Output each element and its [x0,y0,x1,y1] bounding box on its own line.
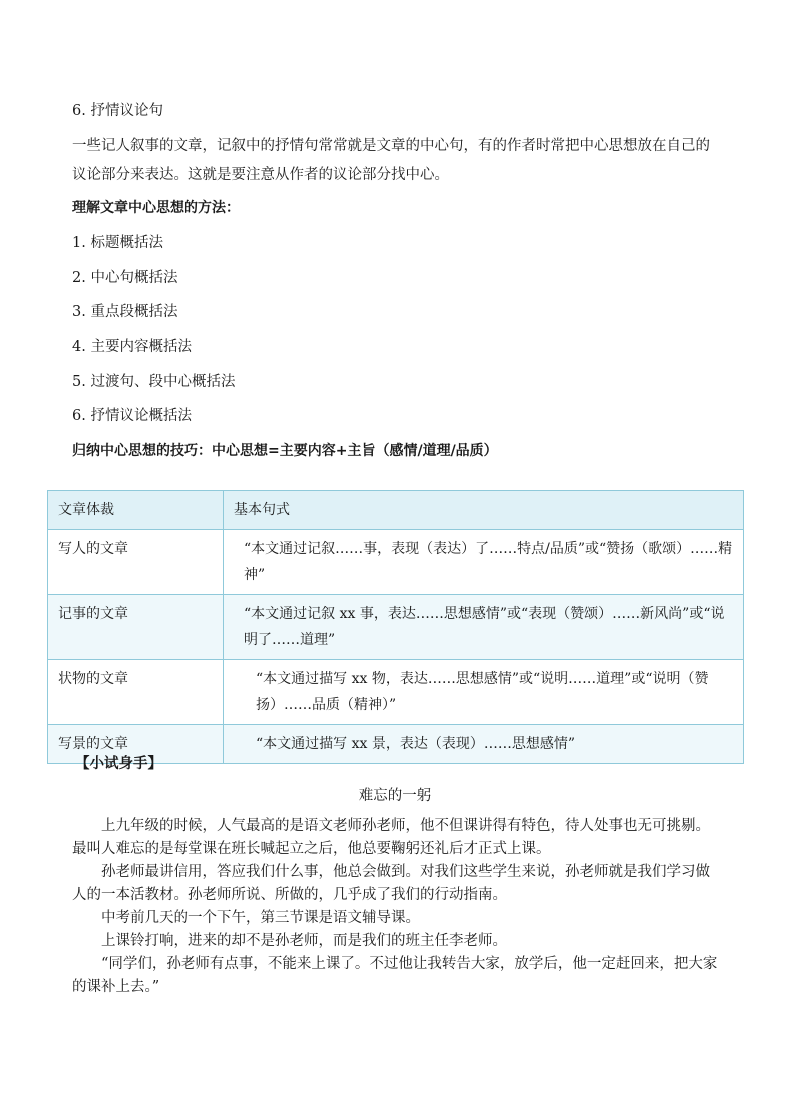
story-paragraph: 上九年级的时候，人气最高的是语文老师孙老师，他不但课讲得有特色，待人处事也无可挑剔。最叫人难忘的是每堂课在班长喊起立之后，他总要鞠躬还礼后才正式上课。 [72,818,710,857]
genre-cell: 写人的文章 [48,530,224,595]
genre-cell: 记事的文章 [48,595,224,660]
table-row [48,530,744,595]
header-genre: 文章体裁 [48,491,224,530]
table-header-row [48,491,744,530]
genre-cell: 状物的文章 [48,660,224,725]
story-paragraph: 中考前几天的一个下午，第三节课是语文辅导课。 [101,910,420,926]
summary-tip: 归纳中心思想的技巧：中心思想=主要内容+主旨（感情/道理/品质） [72,443,498,459]
story-paragraph: 孙老师最讲信用，答应我们什么事，他总会做到。对我们这些学生来说，孙老师就是我们学习做人的一本活教材。孙老师所说、所做的，几乎成了我们的行动指南。 [72,864,710,903]
method-item: 1. 标题概括法 [72,235,163,251]
sentence-pattern-table [47,490,744,764]
pattern-cell: “本文通过描写 xx 物，表达……思想感情”或“说明……道理”或“说明（赞扬）……品质（精神）” [224,660,744,725]
heading-lyrical-sentence: 6. 抒情议论句 [72,103,163,119]
header-pattern: 基本句式 [224,491,744,530]
table-row [48,660,744,725]
pattern-cell: “本文通过描写 xx 景，表达（表现）……思想感情” [224,725,744,764]
method-item: 5. 过渡句、段中心概括法 [72,374,236,390]
method-item: 4. 主要内容概括法 [72,339,192,355]
methods-title: 理解文章中心思想的方法： [72,200,240,216]
story-paragraph: “同学们，孙老师有点事，不能来上课了。不过他让我转告大家，放学后，他一定赶回来，把大家的课补上去。” [72,956,718,995]
genre-cell: 写景的文章 [48,725,224,764]
pattern-cell: “本文通过记叙……事，表现（表达）了……特点/品质”或“赞扬（歌颂）……精神” [224,530,744,595]
method-item: 6. 抒情议论概括法 [72,408,192,424]
practice-section-title: 【小试身手】 [75,756,162,772]
table-row [48,595,744,660]
story-paragraph: 上课铃打响，进来的却不是孙老师，而是我们的班主任李老师。 [101,933,507,949]
method-item: 3. 重点段概括法 [72,304,178,320]
method-item: 2. 中心句概括法 [72,270,178,286]
pattern-cell: “本文通过记叙 xx 事，表达……思想感情”或“表现（赞颂）……新风尚”或“说明了……道理” [224,595,744,660]
story-title: 难忘的一躬 [358,788,432,804]
paragraph-central-sentence: 一些记人叙事的文章，记叙中的抒情句常常就是文章的中心句，有的作者时常把中心思想放在自己的议论部分来表达。这就是要注意从作者的议论部分找中心。 [72,138,710,183]
story-body [72,815,722,999]
